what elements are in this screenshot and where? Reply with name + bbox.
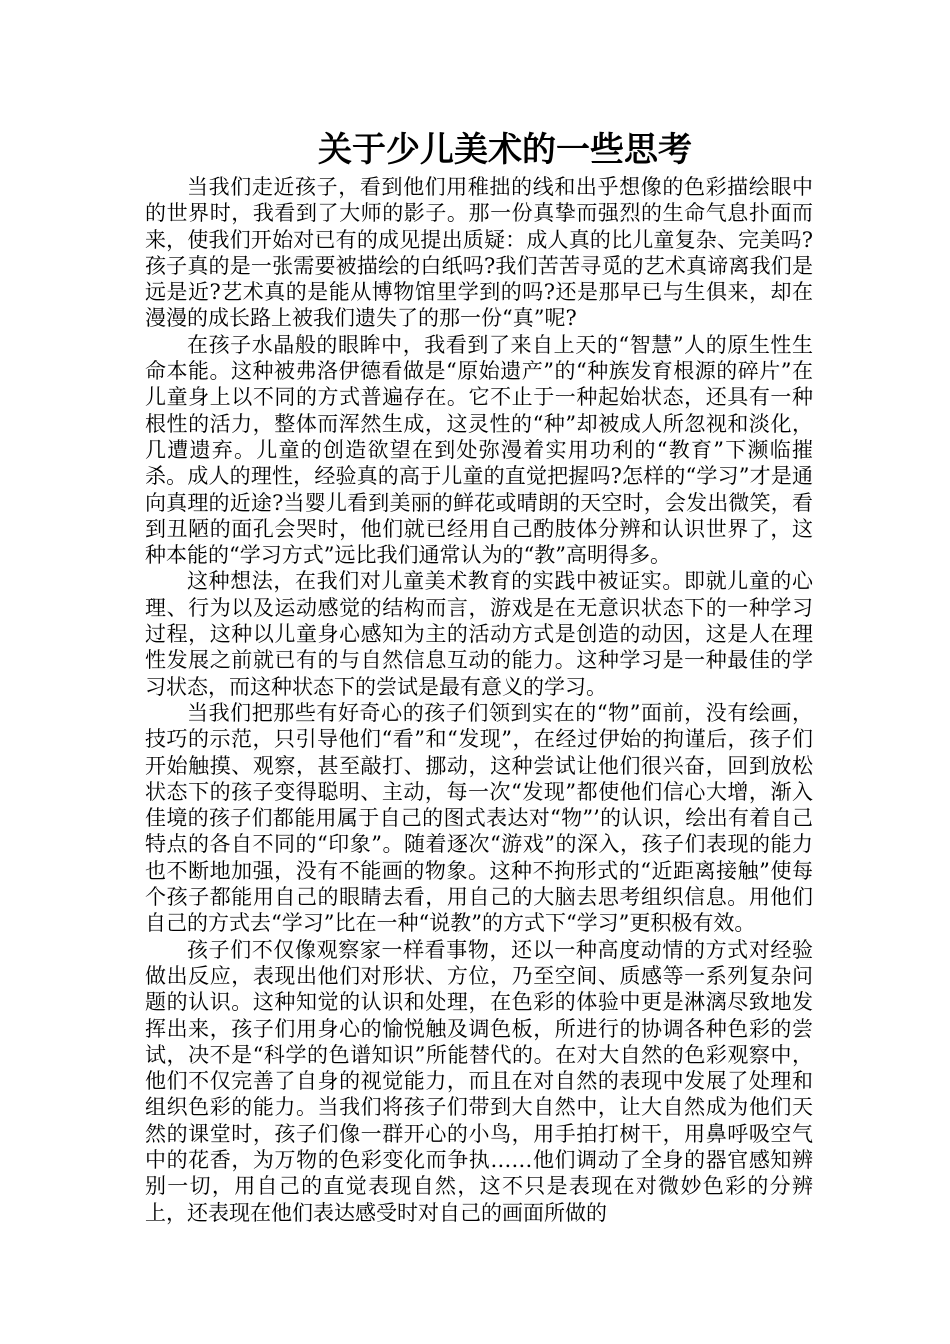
paragraph: 这种想法，在我们对儿童美术教育的实践中被证实。即就儿童的心理、行为以及运动感觉的结构而言，游戏是在无意识状态下的一种学习过程，这种以儿童身心感知为主的活动方式是创造的动因，这是人在理性发展之前就已有的与自然信息互动的能力。这种学习是一种最佳的学习状态，而这种状态下的尝试是最有意义的学习。: [145, 569, 813, 699]
paragraph: 当我们走近孩子，看到他们用稚拙的线和出乎想像的色彩描绘眼中的世界时，我看到了大师的影子。那一份真挚而强烈的生命气息扑面而来，使我们开始对已有的成见提出质疑：成人真的比儿童复杂、完美吗?孩子真的是一张需要被描绘的白纸吗?我们苦苦寻觅的艺术真谛离我们是远是近?艺术真的是能从博物馆里学到的吗?还是那早已与生俱来，却在漫漫的成长路上被我们遗失了的那一份“真”呢?: [145, 175, 813, 331]
document-title: 关于少儿美术的一些思考: [318, 130, 692, 170]
paragraph: 在孩子水晶般的眼眸中，我看到了来自上天的“智慧”人的原生性生命本能。这种被弗洛伊德看做是“原始遗产”的“种族发育根源的碎片”在儿童身上以不同的方式普遍存在。它不止于一种起始状态，还具有一种根性的活力，整体而浑然生成，这灵性的“种”却被成人所忽视和淡化，几遭遗弃。儿童的创造欲望在到处弥漫着实用功利的“教育”下濒临摧杀。成人的理性，经验真的高于儿童的直觉把握吗?怎样的“学习”才是通向真理的近途?当婴儿看到美丽的鲜花或晴朗的天空时，会发出微笑，看到丑陋的面孔会哭时，他们就已经用自己酌肢体分辨和认识世界了，这种本能的“学习方式”远比我们通常认为的“教”高明得多。: [145, 332, 813, 568]
paragraph: 当我们把那些有好奇心的孩子们领到实在的“物”面前，没有绘画，技巧的示范，只引导他们“看”和“发现”，在经过伊始的拘谨后，孩子们开始触摸、观察，甚至敲打、挪动，这种尝试让他们很兴奋，回到放松状态下的孩子变得聪明、主动，每一次“发现”都使他们信心大增，渐入佳境的孩子们都能用属于自己的图式表达对“物”’的认识，绘出有着自己特点的各自不同的“印象”。随着逐次“游戏”的深入，孩子们表现的能力也不断地加强，没有不能画的物象。这种不拘形式的“近距离接触”使每个孩子都能用自己的眼睛去看，用自己的大脑去思考组织信息。用他们自己的方式去“学习”比在一种“说教”的方式下“学习”更积极有效。: [145, 700, 813, 936]
document-body: [145, 174, 813, 1226]
paragraph: 孩子们不仅像观察家一样看事物，还以一种高度动情的方式对经验做出反应，表现出他们对形状、方位，乃至空间、质感等一系列复杂问题的认识。这种知觉的认识和处理，在色彩的体验中更是淋漓尽致地发挥出来，孩子们用身心的愉悦触及调色板，所进行的协调各种色彩的尝试，决不是“科学的色谱知识”所能替代的。在对大自然的色彩观察中，他们不仅完善了自身的视觉能力，而且在对自然的表现中发展了处理和组织色彩的能力。当我们将孩子们带到大自然中，让大自然成为他们天然的课堂时，孩子们像一群开心的小鸟，用手拍打树干，用鼻呼吸空气中的花香，为万物的色彩变化而争执……他们调动了全身的器官感知辨别一切，用自己的直觉表现自然，这不只是表现在对微妙色彩的分辨上，还表现在他们表达感受时对自己的画面所做的: [145, 937, 813, 1225]
